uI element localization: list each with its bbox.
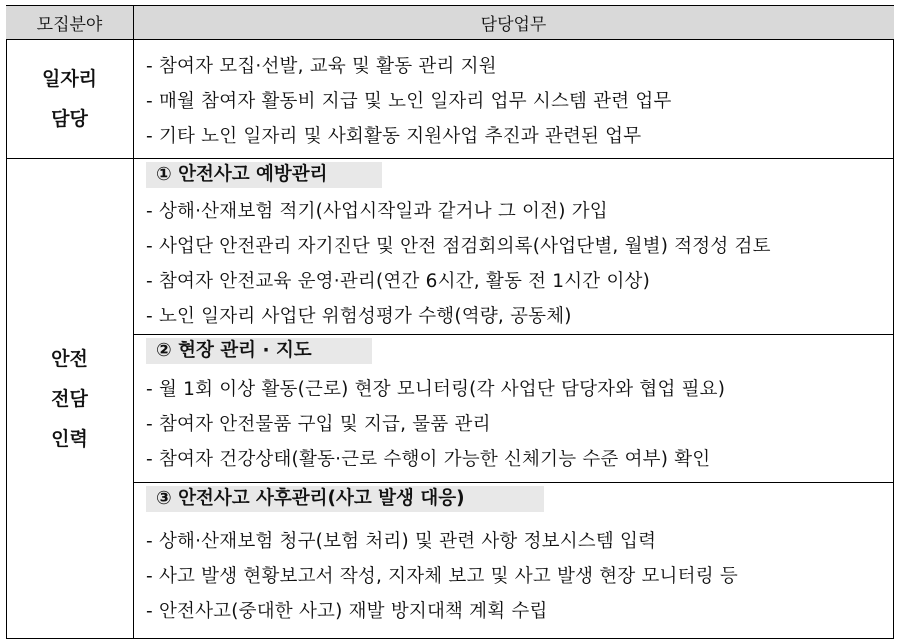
category-job-manager bbox=[6, 40, 133, 158]
row-divider bbox=[6, 158, 894, 159]
duty-item: - 상해·산재보험 청구(보험 처리) 및 관련 사항 정보시스템 입력 bbox=[146, 531, 657, 552]
header-recruit-field bbox=[6, 5, 133, 40]
column-divider bbox=[133, 5, 134, 639]
job-manager-duties bbox=[146, 49, 672, 154]
duty-item: - 매월 참여자 활동비 지급 및 노인 일자리 업무 시스템 관련 업무 bbox=[146, 91, 672, 112]
header-duties bbox=[133, 5, 894, 40]
header-recruit-field-label: 모집분야 bbox=[36, 15, 103, 35]
duty-item: - 사고 발생 현황보고서 작성, 지자체 보고 및 사고 발생 현장 모니터링 등 bbox=[146, 566, 738, 587]
duty-item: - 참여자 안전교육 운영·관리(연간 6시간, 활동 전 1시간 이상) bbox=[146, 271, 651, 292]
duty-item: - 기타 노인 일자리 및 사회활동 지원사업 추진과 관련된 업무 bbox=[146, 126, 642, 147]
section-title-field-management bbox=[146, 338, 372, 364]
category-line: 담당 bbox=[51, 108, 88, 130]
section-title-text: ② 현장 관리 · 지도 bbox=[156, 340, 312, 361]
duty-item: - 월 1회 이상 활동(근로) 현장 모니터링(각 사업단 담당자와 협업 필요) bbox=[146, 379, 726, 400]
category-safety-staff bbox=[6, 158, 133, 639]
section-title-text: ① 안전사고 예방관리 bbox=[156, 164, 328, 185]
duty-item: - 참여자 안전물품 구입 및 지급, 물품 관리 bbox=[146, 414, 491, 435]
category-line: 전담 bbox=[51, 387, 88, 410]
post-accident-duties bbox=[146, 524, 738, 629]
prevention-duties bbox=[146, 194, 771, 334]
duty-item: - 참여자 건강상태(활동·근로 수행이 가능한 신체기능 수준 여부) 확인 bbox=[146, 449, 711, 470]
section-title-post-accident bbox=[146, 486, 544, 512]
section-divider-1 bbox=[133, 334, 894, 335]
category-line: 일자리 bbox=[41, 68, 98, 90]
field-management-duties bbox=[146, 372, 725, 477]
section-divider-2 bbox=[133, 482, 894, 483]
section-title-text: ③ 안전사고 사후관리(사고 발생 대응) bbox=[156, 488, 465, 509]
category-line: 안전 bbox=[51, 347, 88, 370]
duty-item: - 사업단 안전관리 자기진단 및 안전 점검회의록(사업단별, 월별) 적정성 검토 bbox=[146, 236, 771, 257]
duty-item: - 노인 일자리 사업단 위험성평가 수행(역량, 공동체) bbox=[146, 306, 572, 327]
duty-item: - 안전사고(중대한 사고) 재발 방지대책 계획 수립 bbox=[146, 601, 548, 622]
header-duties-label: 담당업무 bbox=[480, 15, 547, 35]
section-title-prevention bbox=[146, 162, 382, 188]
category-line: 인력 bbox=[51, 427, 88, 450]
duty-item: - 참여자 모집·선발, 교육 및 활동 관리 지원 bbox=[146, 56, 497, 77]
duty-item: - 상해·산재보험 적기(사업시작일과 같거나 그 이전) 가입 bbox=[146, 201, 608, 222]
